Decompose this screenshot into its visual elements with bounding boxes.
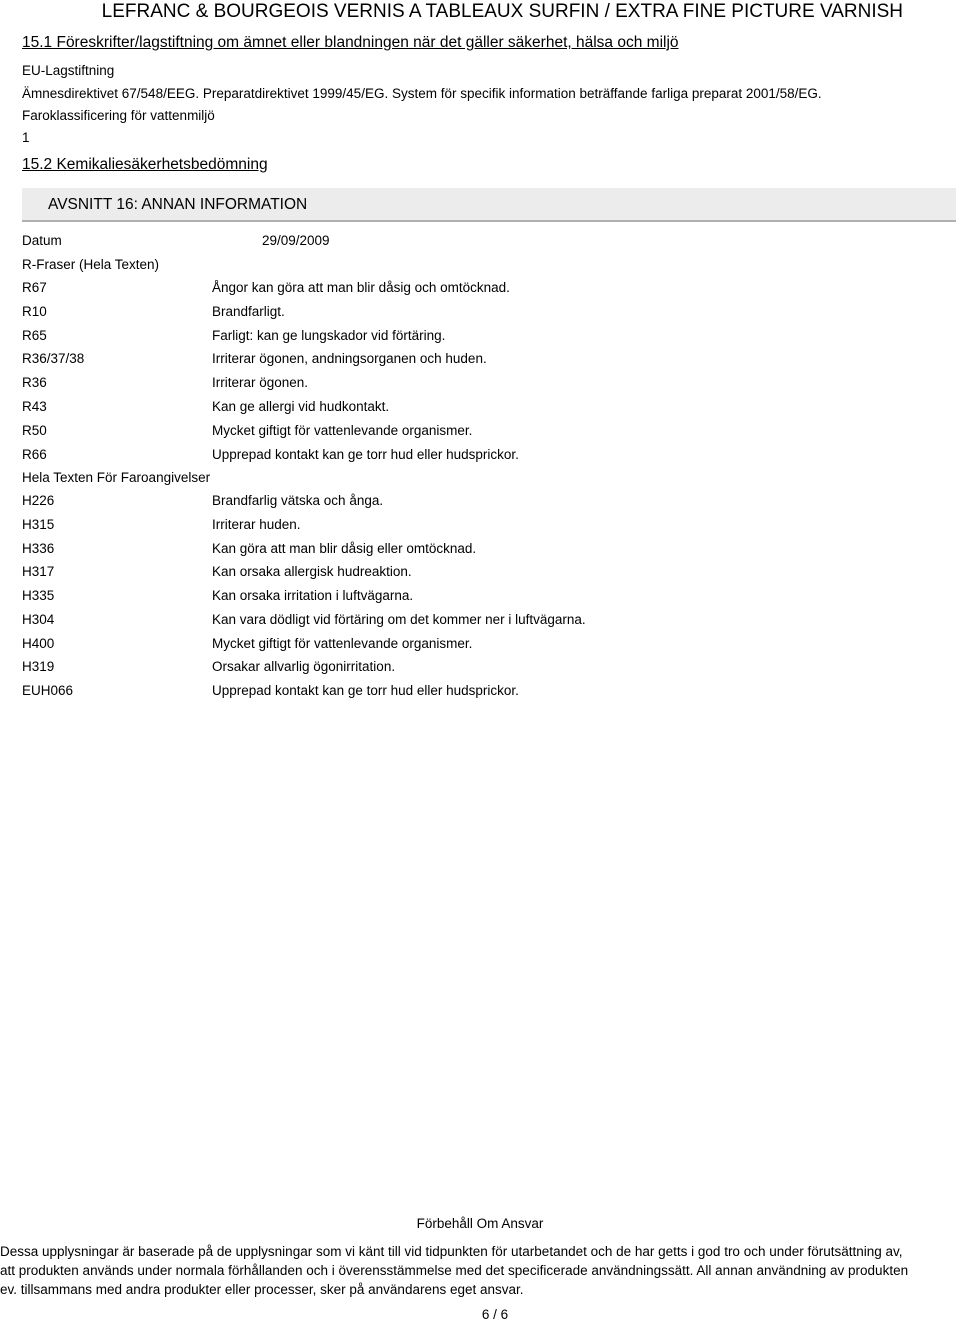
section-15-1-heading: 15.1 Föreskrifter/lagstiftning om ämnet eller blandningen när det gäller säkerhet, hälsa och miljö (22, 34, 679, 51)
section-15-2-heading: 15.2 Kemikaliesäkerhetsbedömning (22, 156, 268, 173)
section-16-bar (22, 188, 956, 222)
water-hazard-class-label: Faroklassificering för vattenmiljö (22, 108, 215, 123)
date-value: 29/09/2009 (262, 233, 330, 248)
list-item (22, 562, 922, 582)
list-item (22, 445, 922, 465)
phrase-text: Irriterar ögonen, andningsorganen och huden. (212, 351, 487, 366)
phrase-code: R36/37/38 (22, 351, 85, 366)
phrase-text: Farligt: kan ge lungskador vid förtäring. (212, 328, 446, 343)
phrase-code: H226 (22, 493, 55, 508)
phrase-text: Brandfarlig vätska och ånga. (212, 493, 384, 508)
document-title: LEFRANC & BOURGEOIS VERNIS A TABLEAUX SURFIN / EXTRA FINE PICTURE VARNISH (101, 1, 903, 22)
phrase-code: R65 (22, 328, 47, 343)
phrase-code: R43 (22, 399, 47, 414)
disclaimer-text (0, 1242, 960, 1299)
phrase-code: H304 (22, 612, 55, 627)
phrase-text: Irriterar ögonen. (212, 375, 309, 390)
phrase-text: Mycket giftigt för vattenlevande organismer. (212, 636, 473, 651)
phrase-text: Kan orsaka irritation i luftvägarna. (212, 588, 414, 603)
r-phrases-title: R-Fraser (Hela Texten) (22, 257, 160, 272)
list-item (22, 302, 922, 322)
phrase-code: R50 (22, 423, 47, 438)
list-item (22, 610, 922, 630)
phrase-text: Upprepad kontakt kan ge torr hud eller hudsprickor. (212, 447, 519, 462)
directives-text: Ämnesdirektivet 67/548/EEG. Preparatdirektivet 1999/45/EG. System för specifik information beträffande farliga preparat 2001/58/EG. (22, 86, 822, 101)
phrase-code: H400 (22, 636, 55, 651)
disclaimer-line: ev. tillsammans med andra produkter eller processer, sker på användarens eget ansvar. (0, 1282, 524, 1297)
phrase-text: Mycket giftigt för vattenlevande organismer. (212, 423, 473, 438)
section-16-title: AVSNITT 16: ANNAN INFORMATION (48, 196, 308, 213)
list-item (22, 349, 922, 369)
phrase-text: Ångor kan göra att man blir dåsig och omtöcknad. (212, 280, 510, 295)
disclaimer-line: Dessa upplysningar är baserade på de upplysningar som vi känt till vid tidpunkten för utarbetandet och de har getts i god tro och under förutsättning av, (0, 1244, 903, 1259)
phrase-text: Kan ge allergi vid hudkontakt. (212, 399, 390, 414)
phrase-text: Brandfarligt. (212, 304, 285, 319)
date-row (22, 231, 922, 251)
list-item (22, 586, 922, 606)
list-item (22, 681, 922, 701)
phrase-text: Kan vara dödligt vid förtäring om det kommer ner i luftvägarna. (212, 612, 586, 627)
phrase-text: Irriterar huden. (212, 517, 301, 532)
phrase-text: Upprepad kontakt kan ge torr hud eller hudsprickor. (212, 683, 519, 698)
list-item (22, 326, 922, 346)
h-phrases-title: Hela Texten För Faroangivelser (22, 470, 211, 485)
page-number: 6 / 6 (481, 1307, 509, 1322)
disclaimer-title: Förbehåll Om Ansvar (416, 1216, 544, 1231)
list-item (22, 634, 922, 654)
phrase-code: R66 (22, 447, 47, 462)
phrase-code: R36 (22, 375, 47, 390)
list-item (22, 539, 922, 559)
list-item (22, 515, 922, 535)
phrase-text: Orsakar allvarlig ögonirritation. (212, 659, 396, 674)
water-hazard-class-value: 1 (22, 130, 30, 145)
phrase-code: H317 (22, 564, 55, 579)
phrase-code: R67 (22, 280, 47, 295)
phrase-code: EUH066 (22, 683, 74, 698)
list-item (22, 397, 922, 417)
date-label: Datum (22, 233, 62, 248)
phrase-code: H335 (22, 588, 55, 603)
disclaimer-line: att produkten används under normala förhållanden och i överensstämmelse med det specificerade användningssätt. All annan användning av produkten (0, 1263, 909, 1278)
list-item (22, 491, 922, 511)
phrase-text: Kan göra att man blir dåsig eller omtöcknad. (212, 541, 477, 556)
phrase-text: Kan orsaka allergisk hudreaktion. (212, 564, 412, 579)
phrase-code: R10 (22, 304, 47, 319)
phrase-code: H315 (22, 517, 55, 532)
list-item (22, 657, 922, 677)
list-item (22, 373, 922, 393)
eu-legislation-label: EU-Lagstiftning (22, 63, 115, 78)
list-item (22, 278, 922, 298)
list-item (22, 421, 922, 441)
phrase-code: H319 (22, 659, 55, 674)
phrase-code: H336 (22, 541, 55, 556)
